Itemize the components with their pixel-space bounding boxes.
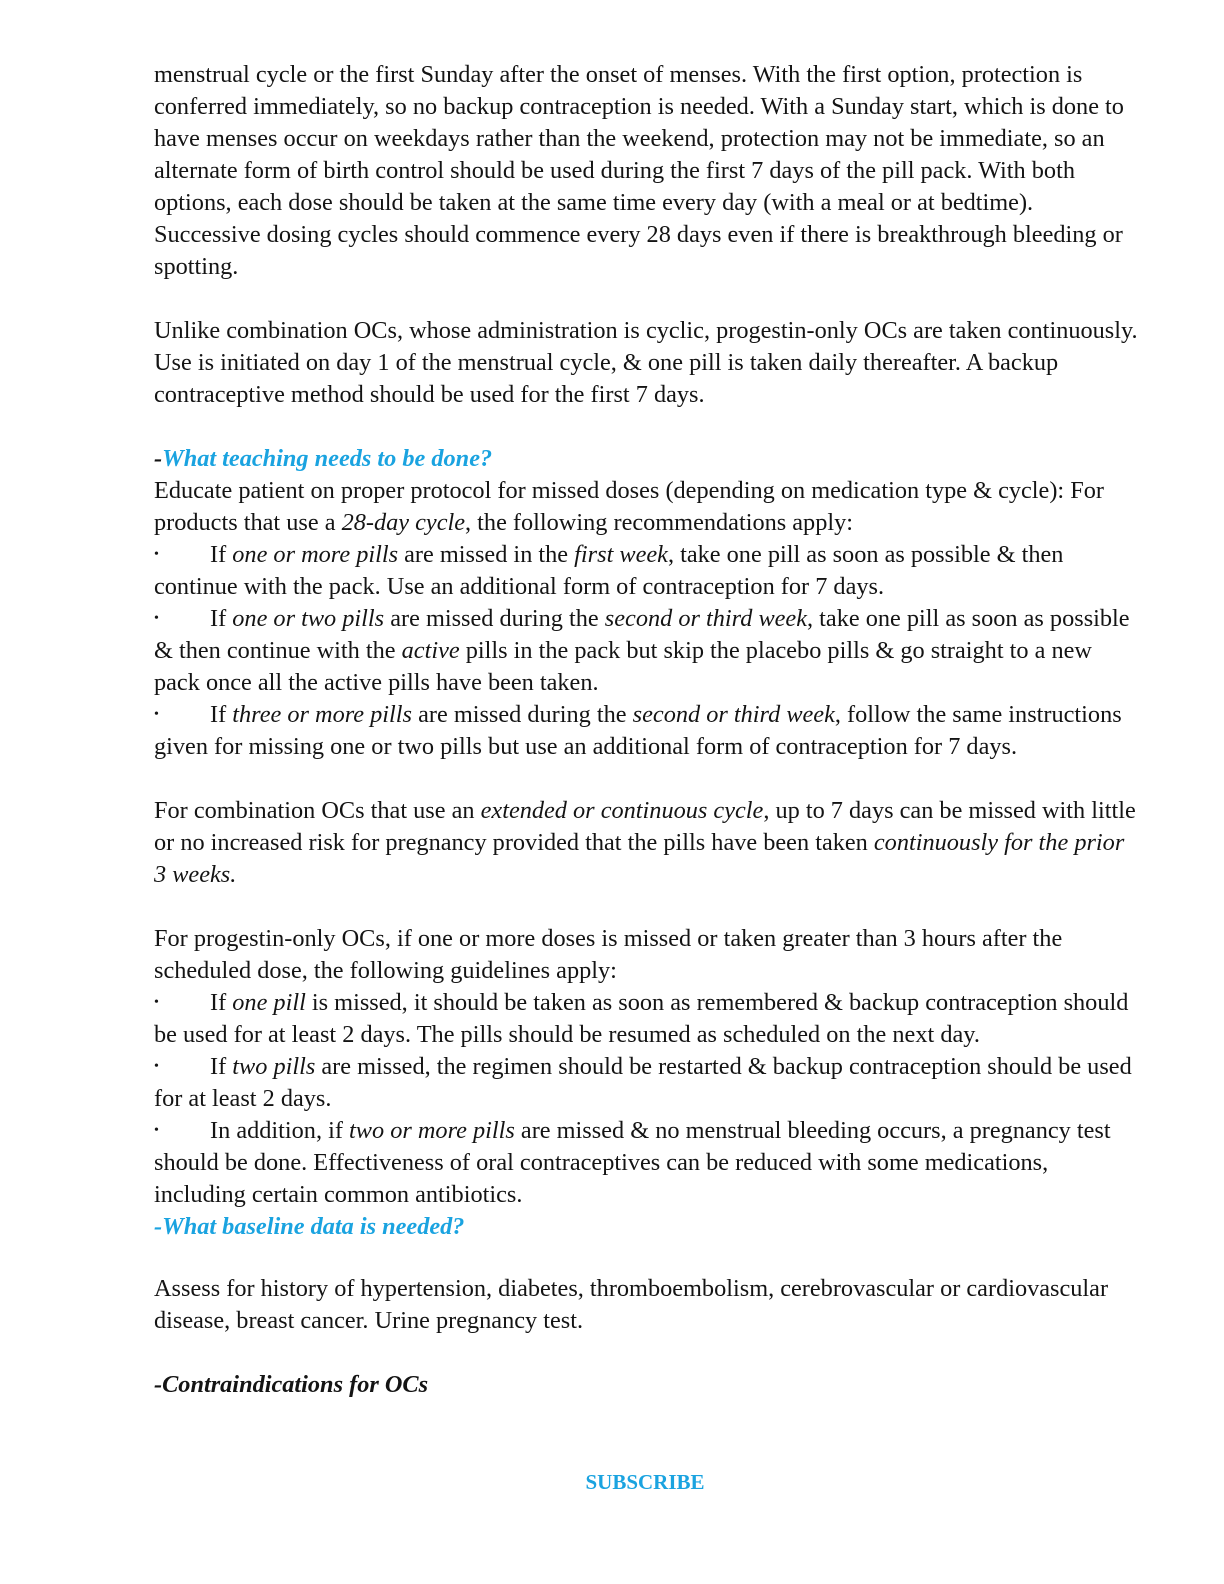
extended-cycle-paragraph [154,795,1139,891]
emphasis: two pills [232,1053,316,1080]
emphasis: second or third week [632,701,835,728]
emphasis: three or more pills [232,701,413,728]
spacer [154,1337,1139,1369]
spacer [154,1243,1139,1273]
bullet-icon: • [154,995,159,1010]
text-run: are missed, the regimen should be restarted & backup contraception should be used for at least 2 days. [154,1053,1132,1112]
emphasis: first week [574,541,668,568]
emphasis: extended or continuous cycle [480,797,764,824]
spacer [154,763,1139,795]
text-run: , take one pill as soon as possible & then continue with the pack. Use an additional form of contraception for 7 days. [154,541,1064,600]
text-run: If [210,605,233,632]
baseline-heading: -What baseline data is needed? [154,1213,465,1240]
text-run: is missed, it should be taken as soon as remembered & backup contraception should be used for at least 2 days. The pills should be resumed as scheduled on the next day. [154,989,1129,1048]
subscribe-link[interactable]: SUBSCRIBE [585,1470,705,1494]
teaching-heading [154,443,1139,475]
text-run: , take one pill as soon as possible & then continue with the [154,605,1130,664]
bullet-item-first-week [154,539,1139,603]
intro-paragraph-1: menstrual cycle or the first Sunday after the onset of menses. With the first option, protection is conferred immediately, so no backup contraception is needed. With a Sunday start, which is done to have menses occur on weekdays rather than the weekend, protection may not be immediate, so an alternate form of birth control should be used during the first 7 days of the pill pack. With both options, each dose should be taken at the same time every day (with a meal or at bedtime). Successive dosing cycles should commence every 28 days even if there is breakthrough bleeding or spotting. [154,61,1124,280]
emphasis: second or third week [604,605,808,632]
document-body [154,59,1139,1401]
text-run: , up to 7 days can be missed with little or no increased risk for pregnancy provided that the pills have been taken [154,797,1136,856]
intro-paragraph-2: Unlike combination OCs, whose administration is cyclic, progestin-only OCs are taken continuously. Use is initiated on day 1 of the menstrual cycle, & one pill is taken daily thereafter. A backup contraceptive method should be used for the first 7 days. [154,317,1138,408]
text-run: If [210,701,233,728]
text-run: Educate patient on proper protocol for missed doses (depending on medication type & cycle): For products that use a [154,477,1105,536]
emphasis: one or more pills [232,541,399,568]
text-run: are missed in the [398,541,575,568]
emphasis: continuously for the prior 3 weeks. [154,829,1125,888]
text-run: pills in the pack but skip the placebo pills & go straight to a new pack once all the active pills have been taken. [154,637,1092,696]
contraindications-heading: -Contraindications for OCs [154,1371,429,1398]
bullet-item-one-pill [154,987,1139,1051]
bullet-item-second-third-week [154,603,1139,699]
bullet-icon: • [154,1059,159,1074]
emphasis: active [401,637,460,664]
teaching-heading-text: What teaching needs to be done? [162,445,493,472]
baseline-text: Assess for history of hypertension, diabetes, thromboembolism, cerebrovascular or cardiovascular disease, breast cancer. Urine pregnancy test. [154,1275,1109,1334]
text-run: are missed during the [412,701,633,728]
spacer [154,891,1139,923]
emphasis: one pill [232,989,306,1016]
text-run: For combination OCs that use an [154,797,481,824]
text-run: If [210,541,233,568]
bullet-icon: • [154,611,159,626]
heading-dash: - [154,445,163,472]
text-run: , follow the same instructions given for missing one or two pills but use an additional form of contraception for 7 days. [154,701,1122,760]
text-run: are missed & no menstrual bleeding occurs, a pregnancy test should be done. Effectiveness of oral contraceptives can be reduced with some medications, including certain common antibiotics. [154,1117,1111,1208]
bullet-icon: • [154,547,159,562]
spacer [154,283,1139,315]
emphasis: two or more pills [349,1117,515,1144]
emphasis: 28-day cycle [341,509,466,536]
text-run: If [210,989,233,1016]
text-run: are missed during the [384,605,605,632]
text-run: If [210,1053,233,1080]
progestin-lead: For progestin-only OCs, if one or more doses is missed or taken greater than 3 hours after the scheduled dose, the following guidelines apply: [154,925,1063,984]
text-run: In addition, if [210,1117,350,1144]
bullet-item-two-pills [154,1051,1139,1115]
spacer [154,411,1139,443]
bullet-icon: • [154,1123,159,1138]
teaching-lead [154,475,1139,539]
bullet-item-two-or-more [154,1115,1139,1211]
bullet-icon: • [154,707,159,722]
bullet-item-three-or-more [154,699,1139,763]
emphasis: one or two pills [232,605,385,632]
text-run: , the following recommendations apply: [465,509,854,536]
